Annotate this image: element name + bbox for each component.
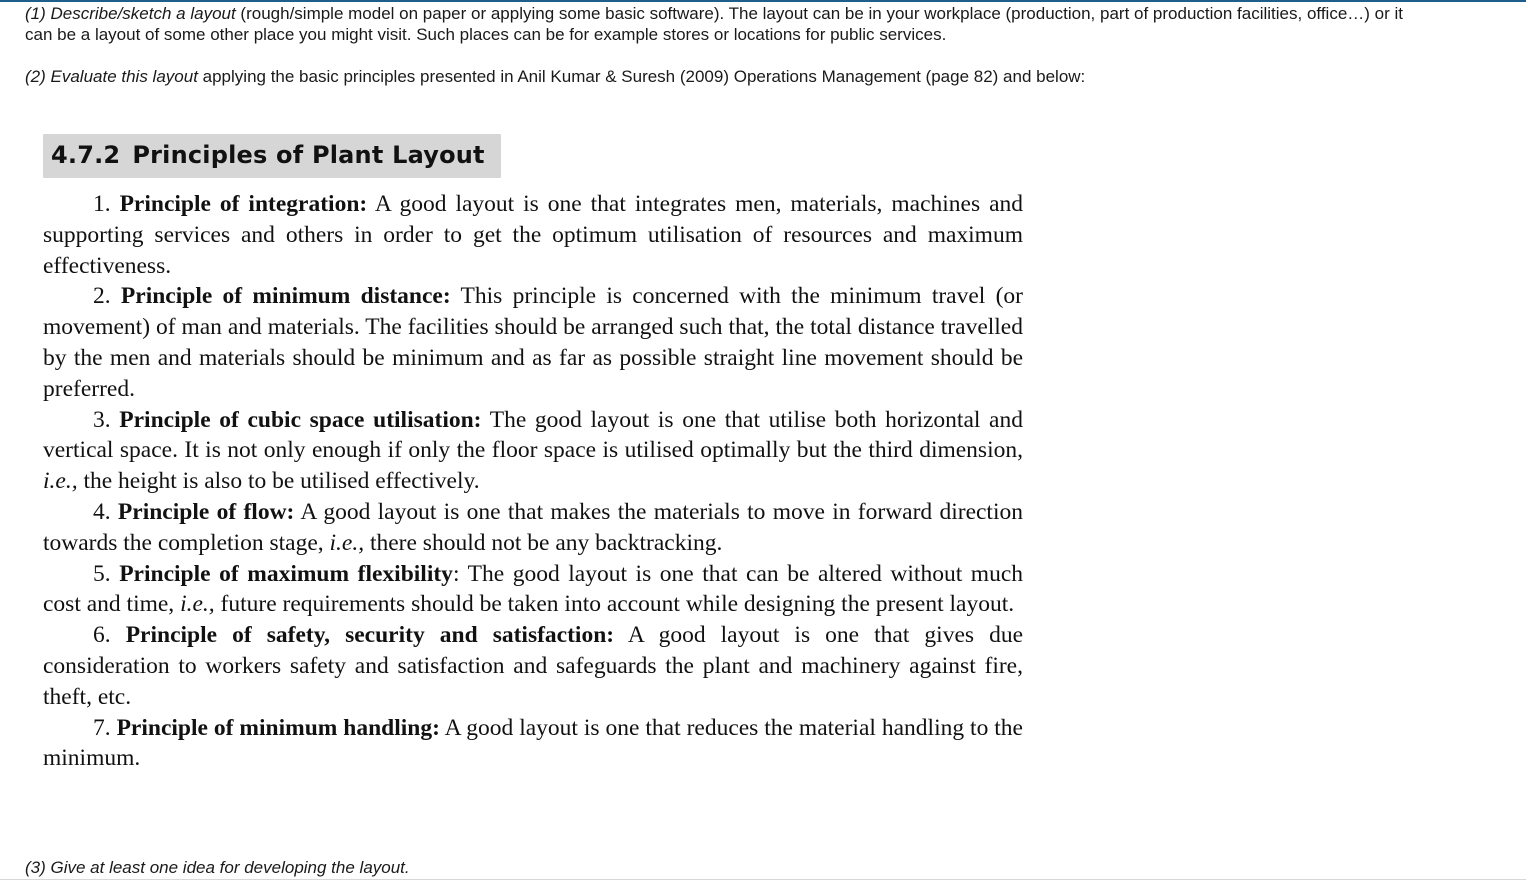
principle-1-title: Principle of integration:	[119, 191, 368, 217]
principle-7-text: A good layout is one that reduces the material handling to the minimum.	[43, 714, 1023, 772]
principle-2-title: Principle of minimum distance:	[120, 283, 451, 310]
principle-4-title: Principle of flow:	[117, 498, 295, 525]
principle-3-title: Principle of cubic space utilisation:	[119, 406, 482, 433]
principle-5-title: Principle of maximum flexibility	[119, 560, 453, 587]
principle-4-text-after: there should not be any backtracking.	[364, 529, 723, 556]
question-3-text: (3) Give at least one idea for developing the layout.	[25, 858, 410, 877]
question-3	[25, 857, 1425, 878]
principle-1	[43, 189, 1023, 281]
principle-5-number: 5.	[93, 560, 111, 587]
principle-7-title: Principle of minimum handling:	[116, 714, 440, 741]
principle-3-text-after: the height is also to be utilised effectively.	[77, 468, 480, 495]
question-2-text: applying the basic principles presented in Anil Kumar & Suresh (2009) Operations Management (page 82) and below:	[197, 67, 1086, 86]
bottom-divider	[0, 879, 1526, 880]
principle-6	[43, 620, 1023, 712]
question-1	[25, 3, 1425, 45]
principle-7-number: 7.	[93, 714, 111, 741]
principle-4	[43, 497, 1023, 559]
principle-5-ie: i.e.,	[180, 591, 215, 618]
textbook-excerpt	[43, 134, 1023, 774]
question-2-lead: (2) Evaluate this layout	[25, 67, 198, 86]
principle-1-text: A good layout is one that integrates men, materials, machines and supporting services and others in order to get the optimum utilisation of resources and maximum effectiveness.	[43, 191, 1024, 279]
principle-3	[43, 405, 1023, 497]
principle-2-number: 2.	[93, 283, 111, 310]
principle-2-text: This principle is concerned with the minimum travel (or movement) of man and materials. The facilities should be arranged such that, the total distance travelled by the men and materials should be minimum and as far as possible straight line movement should be preferred.	[43, 283, 1023, 402]
principle-6-title: Principle of safety, security and satisfaction:	[125, 622, 615, 649]
principle-5-text-after: future requirements should be taken into account while designing the present layout.	[214, 591, 1015, 618]
principle-3-number: 3.	[93, 406, 111, 433]
principle-4-number: 4.	[93, 498, 111, 525]
principle-3-text-before: The good layout is one that utilise both horizontal and vertical space. It is not only enough if only the floor space is utilised optimally but the third dimension,	[43, 406, 1023, 464]
principle-7	[43, 713, 1023, 775]
principle-6-number: 6.	[93, 622, 111, 649]
question-2	[25, 66, 1425, 87]
section-number: 4.7.2	[51, 141, 121, 169]
principle-6-text: A good layout is one that gives due consideration to workers safety and satisfaction and safeguards the plant and machinery against fire, theft, etc.	[43, 622, 1024, 710]
principle-5	[43, 559, 1023, 621]
principle-5-text-before: : The good layout is one that can be altered without much cost and time,	[43, 560, 1024, 618]
top-accent-bar	[0, 0, 1526, 2]
principle-2	[43, 281, 1023, 404]
section-heading	[43, 134, 501, 178]
principle-3-ie: i.e.,	[43, 468, 78, 495]
question-1-lead: (1) Describe/sketch a layout	[25, 4, 236, 23]
section-title: Principles of Plant Layout	[132, 141, 485, 169]
principle-1-number: 1.	[93, 191, 111, 217]
principle-4-ie: i.e.,	[329, 529, 365, 556]
question-1-text: (rough/simple model on paper or applying some basic software). The layout can be in your workplace (production, part of production facilities, office…) or it can be a layout of some other place you might visit. Such places can be for example stores or locations for public services.	[25, 4, 1403, 44]
principle-4-text-before: A good layout is one that makes the materials to move in forward direction towards the completion stage,	[43, 498, 1023, 556]
principles-list	[43, 189, 1023, 774]
